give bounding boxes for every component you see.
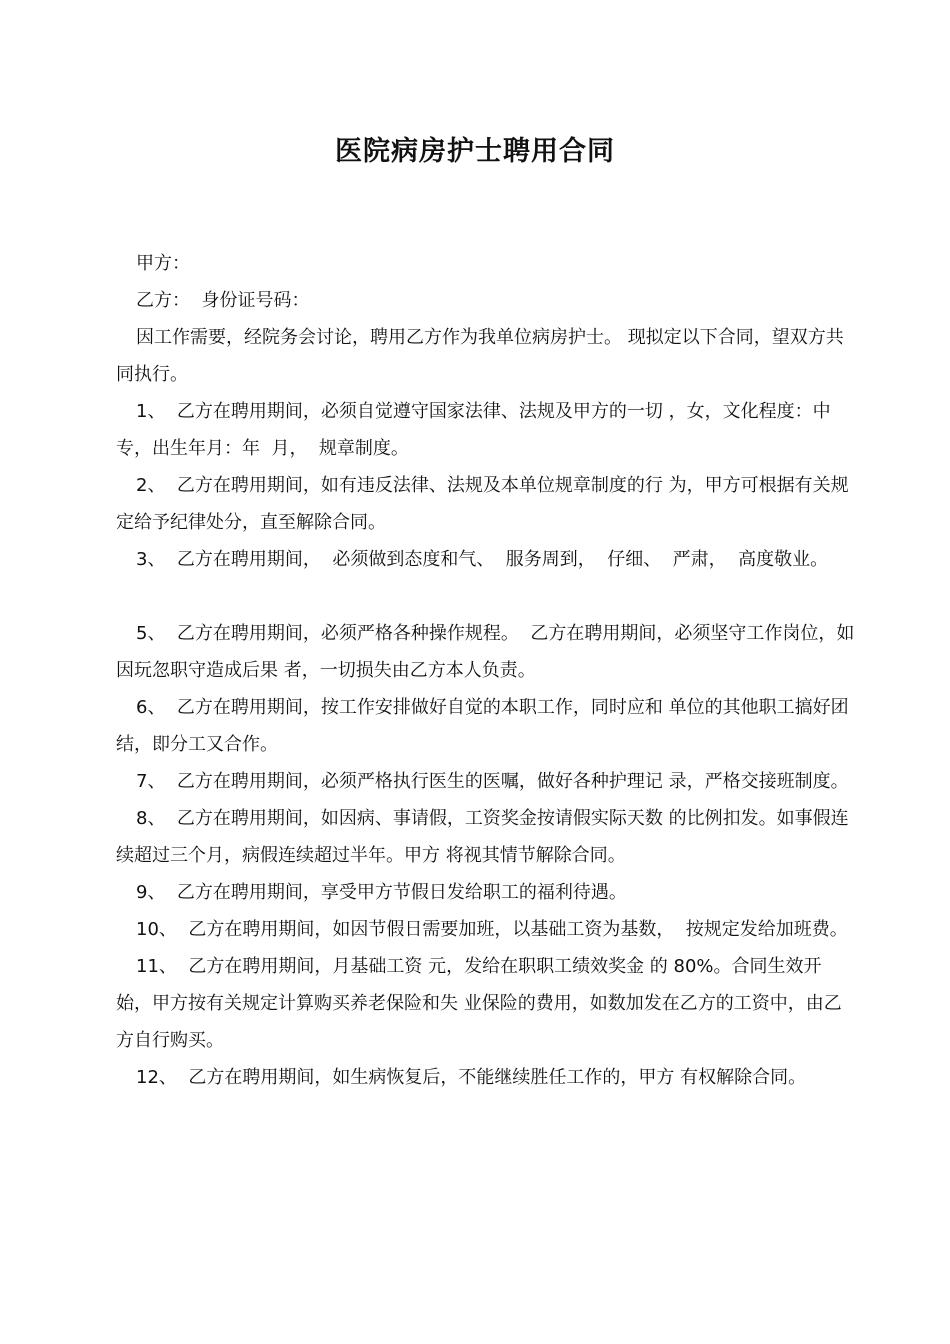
clause-7: 7、 乙方在聘用期间，必须严格执行医生的医嘱，做好各种护理记 录，严格交接班制度。 [136, 771, 849, 792]
clause-12: 12、 乙方在聘用期间，如生病恢复后，不能继续胜任工作的，甲方 有权解除合同。 [136, 1067, 807, 1088]
clause-8: 8、 乙方在聘用期间，如因病、事请假，工资奖金按请假实际天数 的比例扣发。如事假连续超过三个月，病假连续超过半年。甲方 将视其情节解除合同。 [116, 808, 849, 866]
clause-2: 2、 乙方在聘用期间，如有违反法律、法规及本单位规章制度的行 为，甲方可根据有关规 定给予纪律处分，直至解除合同。 [116, 475, 855, 533]
clause-9: 9、 乙方在聘用期间，享受甲方节假日发给职工的福利待遇。 [136, 882, 627, 903]
party-a-line: 甲方： [136, 253, 190, 274]
clause-11: 11、 乙方在聘用期间，月基础工资 元，发给在职职工绩效奖金 的 80%。合同生效开始，甲方按有关规定计算购买养老保险和失 业保险的费用，如数加发在乙方的工资中，由乙方自行购买。 [116, 956, 842, 1051]
preamble-paragraph: 因工作需要，经院务会讨论，聘用乙方作为我单位病房护士。 现拟定以下合同，望双方共同执行。 [116, 327, 844, 385]
clause-10: 10、 乙方在聘用期间，如因节假日需要加班，以基础工资为基数， 按规定发给加班费。 [136, 919, 848, 940]
clause-6: 6、 乙方在聘用期间，按工作安排做好自觉的本职工作，同时应和 单位的其他职工搞好团结，即分工又合作。 [116, 697, 849, 755]
clause-5: 5、 乙方在聘用期间，必须严格各种操作规程。 乙方在聘用期间，必须坚守工作岗位，如因玩忽职守造成后果 者，一切损失由乙方本人负责。 [116, 623, 855, 681]
document-title: 医院病房护士聘用合同 [335, 136, 615, 167]
clause-3: 3、 乙方在聘用期间， 必须做到态度和气、 服务周到， 仔细、 严肃， 高度敬业。 [136, 549, 829, 570]
blank-line [116, 578, 856, 615]
party-b-line: 乙方： 身份证号码： [136, 290, 310, 311]
document-body [116, 245, 856, 1096]
clause-1: 1、 乙方在聘用期间，必须自觉遵守国家法律、法规及甲方的一切 ，女，文化程度：中专，出生年月：年 月， 规章制度。 [116, 401, 831, 459]
